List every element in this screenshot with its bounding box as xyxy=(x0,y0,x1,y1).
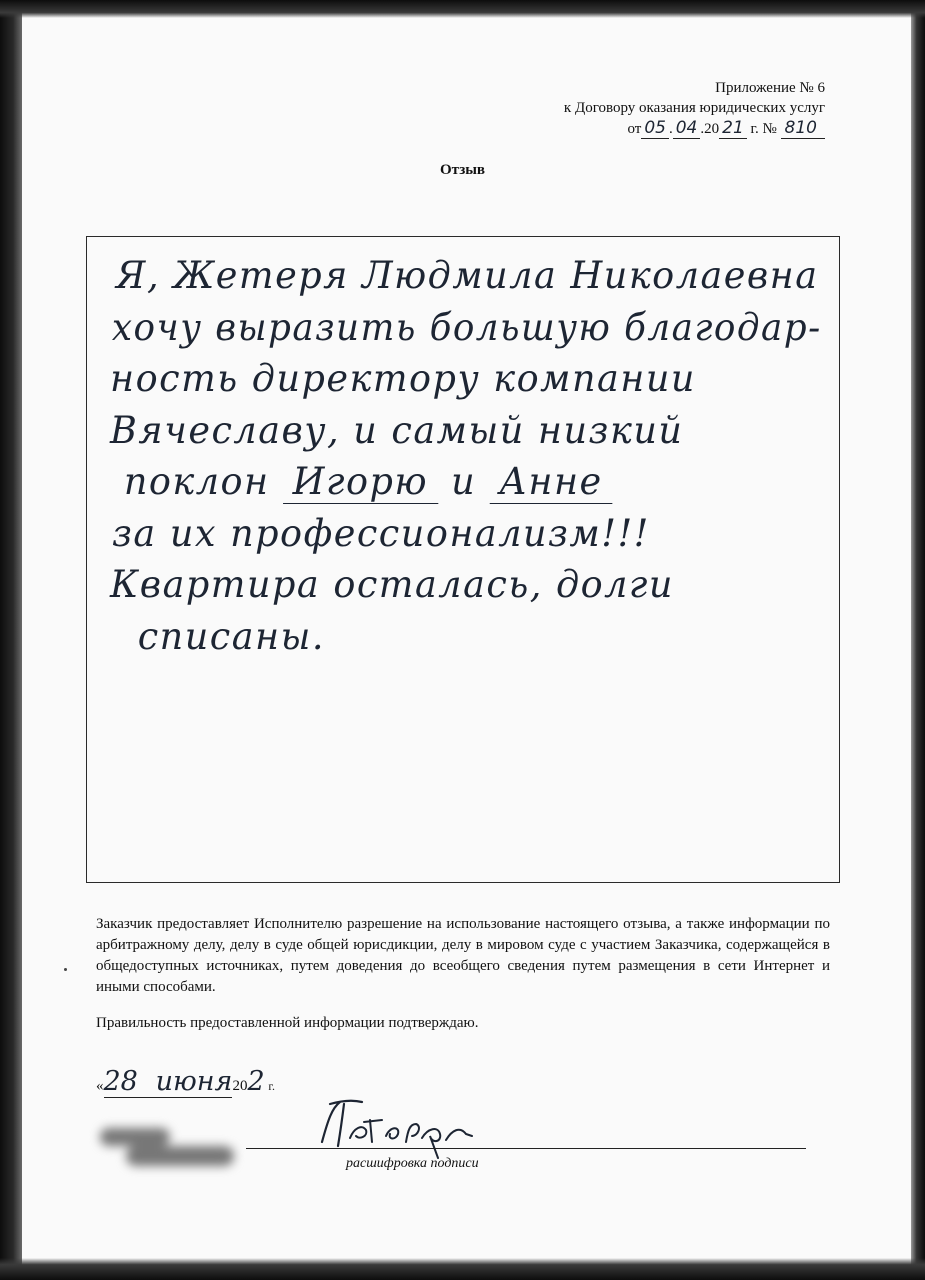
appendix-label: Приложение № 6 xyxy=(715,80,825,96)
review-name-2: Анне xyxy=(489,460,612,504)
contract-date-day: 05 xyxy=(641,118,669,139)
signing-date xyxy=(96,1066,275,1098)
review-line-5-conjunction: и xyxy=(451,460,477,503)
scan-top-edge xyxy=(0,0,925,18)
date-open-quote: « xyxy=(96,1078,104,1094)
review-line-6: за их профессионализм!!! xyxy=(111,511,650,555)
appendix-header xyxy=(564,78,825,139)
contract-date-line: от 05 . 04 .20 21 г. № 810 xyxy=(564,118,825,139)
date-year-prefix: 20 xyxy=(232,1078,248,1094)
contract-label: к Договору оказания юридических услуг xyxy=(563,100,825,116)
contract-number: 810 xyxy=(781,118,825,139)
review-line-1: Я, Жетеря Людмила Николаевна xyxy=(115,254,819,297)
scan-bottom-edge xyxy=(0,1258,925,1280)
signature-line xyxy=(246,1148,806,1149)
consent-paragraph: Заказчик предоставляет Исполнителю разрешение на использование настоящего отзыва, а также информации по арбитражному делу, делу в суде общей юрисдикции, делу в мировом суде с участием Заказчика, содержащейся в общедоступных источниках, путем доведения до всеобщего сведения путем размещения в сети Интернет и иными способами. xyxy=(96,916,830,995)
contract-year-prefix: 20 xyxy=(704,121,720,137)
review-line-5-prefix: поклон xyxy=(123,460,270,503)
scan-left-edge xyxy=(0,0,22,1280)
review-line-7: Квартира осталась, долги xyxy=(110,563,674,606)
date-year-suffix: 2 xyxy=(247,1066,265,1097)
review-name-1: Игорю xyxy=(283,460,438,504)
date-day: 28 xyxy=(103,1066,138,1097)
scan-dot xyxy=(64,968,67,971)
contract-year-g: г. xyxy=(750,121,759,137)
contract-year-suffix: 21 xyxy=(719,118,747,139)
contract-date-month: 04 xyxy=(673,118,701,139)
review-line-3: ность директору компании xyxy=(110,357,696,400)
review-title: Отзыв xyxy=(439,162,486,178)
review-line-4: Вячеславу, и самый низкий xyxy=(110,408,684,452)
from-prefix: от xyxy=(627,121,642,137)
confirmation-text: Правильность предоставленной информации подтверждаю. xyxy=(96,1015,479,1031)
signature-caption: расшифровка подписи xyxy=(346,1156,479,1171)
number-prefix: № xyxy=(762,121,777,137)
handwritten-signature xyxy=(310,1090,530,1160)
review-line-8: списаны. xyxy=(137,614,326,658)
review-line-5 xyxy=(110,456,822,508)
redacted-name xyxy=(96,1124,236,1170)
review-line-2: хочу выразить большую благодар- xyxy=(111,305,822,349)
handwritten-review xyxy=(110,250,830,662)
date-month: июня xyxy=(155,1066,233,1097)
date-year-g: г. xyxy=(268,1079,275,1093)
scan-right-edge xyxy=(911,0,925,1280)
